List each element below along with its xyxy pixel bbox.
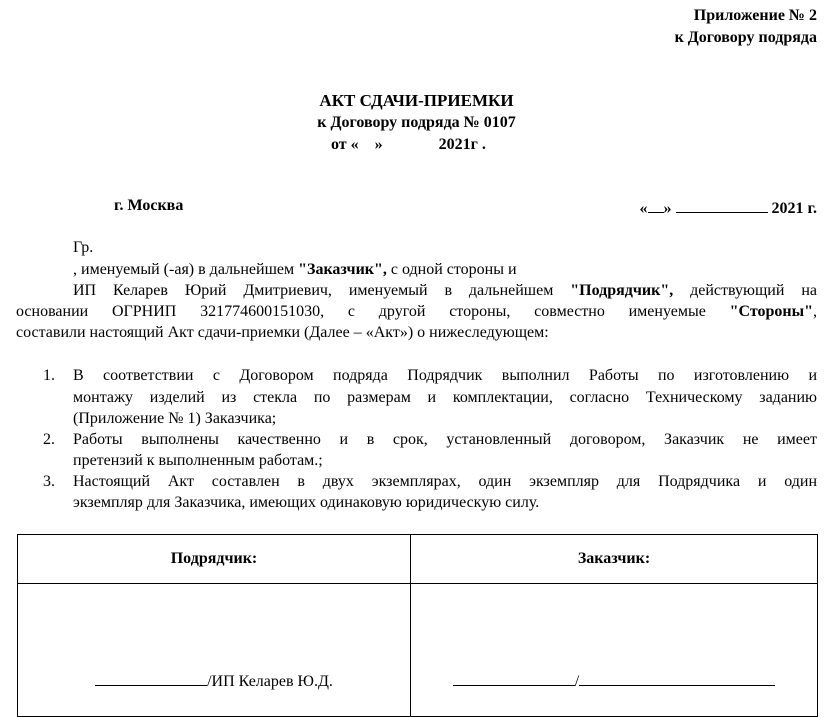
appendix-contract-ref: к Договору подряда <box>674 29 817 46</box>
intro-l3-c: действующий на <box>673 282 818 299</box>
city: г. Москва <box>114 197 184 214</box>
list-item-3-line-2: экземпляр для Заказчика, имеющих одинаковую юридическую силу. <box>73 494 540 511</box>
document-date-line: от « » 2021г . <box>331 136 486 153</box>
list-item-number: 1. <box>43 367 55 384</box>
customer-signature-line <box>453 670 575 686</box>
contractor-signature-name: /ИП Келарев Ю.Д. <box>207 673 333 690</box>
intro-gr: Гр. <box>73 239 94 256</box>
customer-signature-separator: / <box>574 673 580 690</box>
list-item-1-line-2: монтажу изделий из стекла по размерам и комплектации, согласно Техническому заданию <box>73 389 817 406</box>
document-title: АКТ СДАЧИ-ПРИЕМКИ <box>319 91 514 110</box>
intro-line-2 <box>73 261 517 279</box>
intro-parties-term: "Стороны" <box>729 303 813 320</box>
appendix-number: Приложение № 2 <box>693 7 817 24</box>
contractor-signature-cell <box>18 584 411 717</box>
intro-line-3 <box>73 282 817 300</box>
date-close-quote: » <box>663 200 672 217</box>
contract-date <box>640 197 817 218</box>
customer-name-line <box>579 670 775 686</box>
intro-l4-c: , <box>813 303 817 320</box>
intro-line-4 <box>16 303 817 321</box>
list-item-3-line-1: Настоящий Акт составлен в двух экземплярах, один экземпляр для Подрядчика и один <box>73 473 817 490</box>
day-blank <box>648 197 664 213</box>
date-open-quote: « <box>639 200 648 217</box>
customer-header: Заказчик: <box>411 535 818 584</box>
list-item-2-line-2: претензий к выполненным работам.; <box>73 452 323 469</box>
list-item-1-line-3: (Приложение № 1) Заказчика; <box>73 410 277 427</box>
intro-l3-a: ИП Келарев Юрий Дмитриевич, именуемый в дальнейшем <box>73 282 571 299</box>
intro-contractor-term: "Подрядчик", <box>570 282 674 299</box>
signature-table <box>17 534 818 717</box>
intro-l2-c: с одной стороны и <box>386 261 517 278</box>
contractor-header: Подрядчик: <box>18 535 411 584</box>
intro-l2-a: , именуемый (-ая) в дальнейшем <box>73 261 299 278</box>
contractor-signature-line <box>95 670 207 686</box>
list-item-2-line-1: Работы выполнены качественно и в срок, установленный договором, Заказчик не имеет <box>73 431 817 448</box>
customer-signature-cell <box>411 584 818 717</box>
list-item-number: 2. <box>43 431 55 448</box>
list-item-1-line-1: В соответствии с Договором подряда Подрядчик выполнил Работы по изготовлению и <box>73 367 817 384</box>
intro-line-5: составили настоящий Акт сдачи-приемки (Далее – «Акт») о нижеследующем: <box>16 324 549 341</box>
list-item-number: 3. <box>43 473 55 490</box>
date-year: 2021 г. <box>771 200 817 217</box>
intro-l4-a: основании ОГРНИП 321774600151030, с другой стороны, совместно именуемые <box>16 303 730 320</box>
month-blank <box>676 197 768 213</box>
document-subtitle: к Договору подряда № 0107 <box>317 114 516 131</box>
intro-customer-term: "Заказчик", <box>298 261 387 278</box>
